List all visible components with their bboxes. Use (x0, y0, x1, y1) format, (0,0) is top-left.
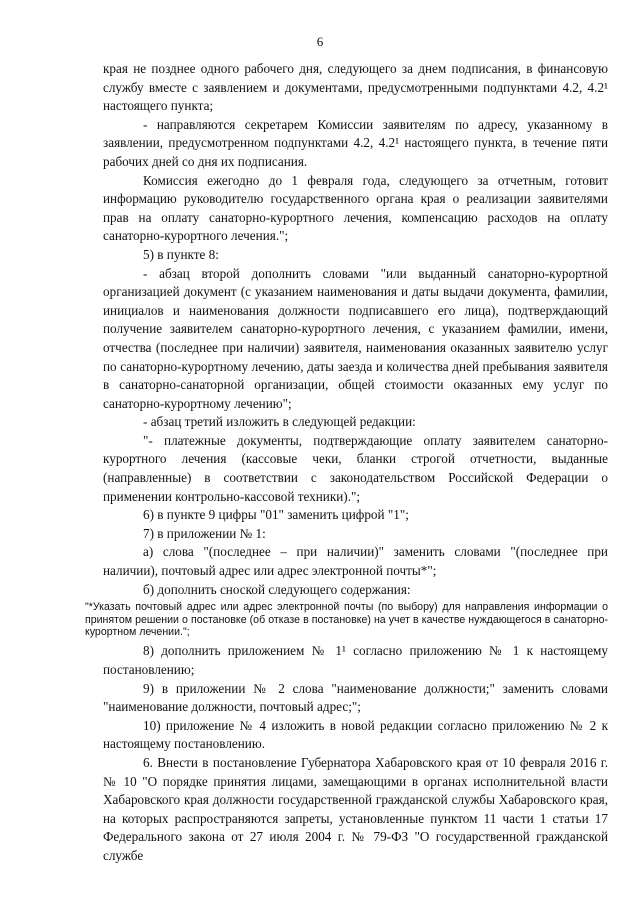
footnote-text: "*Указать почтовый адрес или адрес электронной почты (по выбору) для направления информации о принятом решении о постановке (об отказе в постановке) на учет в качестве нуждающегося в санаторно-курортном лечении."; (85, 601, 608, 639)
paragraph: - абзац третий изложить в следующей редакции: (143, 414, 416, 430)
document-body (85, 60, 608, 866)
paragraph: "- платежные документы, подтверждающие оплату заявителем санаторно-курортного лечения (кассовые чеки, бланки строгой отчетности, выданные (направленные) в соответствии с законодательством Российской Федерации о применении контрольно-кассовой техники)."; (103, 432, 608, 504)
paragraph: 6. Внести в постановление Губернатора Хабаровского края от 10 февраля 2016 г. № 10 "О порядке принятия лицами, замещающими в органах исполнительной власти Хабаровского края должности государственной гражданской службы Хабаровского края, на которых распространяются запреты, установленные пунктом 11 части 1 статьи 17 Федерального закона от 27 июля 2004 г. № 79-ФЗ "О государственной гражданской службе (103, 755, 608, 863)
paragraph: 8) дополнить приложением № 1¹ согласно приложению № 1 к настоящему постановлению; (103, 643, 608, 678)
paragraph: 6) в пункте 9 цифры "01" заменить цифрой "1"; (143, 507, 409, 523)
paragraph: б) дополнить сноской следующего содержания: (143, 581, 411, 597)
paragraph: - направляются секретарем Комиссии заявителям по адресу, указанному в заявлении, предусмотренном подпунктами 4.2, 4.2¹ настоящего пункта, в течение пяти рабочих дней со дня их подписания. (103, 116, 608, 169)
paragraph: а) слова "(последнее – при наличии)" заменить словами "(последнее при наличии), почтовый адрес или адрес электронной почты*"; (103, 544, 608, 579)
page-number: 6 (316, 34, 324, 49)
paragraph: Комиссия ежегодно до 1 февраля года, следующего за отчетным, готовит информацию руководителю государственного органа края о реализации заявителями прав на оплату санаторно-курортного лечения, компенсацию расходов на оплату санаторно-курортного лечения."; (103, 172, 608, 244)
paragraph: 7) в приложении № 1: (143, 525, 266, 541)
paragraph: - абзац второй дополнить словами "или выданный санаторно-курортной организацией документ (с указанием наименования и даты выдачи документа, фамилии, инициалов и наименования должности подписавшего его лица), подтверждающий получение заявителем санаторно-курортного лечения, с указанием фамилии, имени, отчества (последнее при наличии) заявителя, наименования оказанных заявителю услуг по санаторно-курортному лечению, даты заезда и количества дней пребывания заявителя в санаторно-санаторной организации, общей стоимости оказанных ему услуг по санаторно-курортному лечению"; (103, 265, 608, 411)
paragraph: 5) в пункте 8: (143, 246, 219, 262)
paragraph: края не позднее одного рабочего дня, следующего за днем подписания, в финансовую службу вместе с заявлением и документами, предусмотренными подпунктами 4.2, 4.2¹ настоящего пункта; (103, 61, 608, 114)
paragraph: 9) в приложении № 2 слова "наименование должности;" заменить словами "наименование должности, почтовый адрес;"; (103, 680, 608, 715)
paragraph: 10) приложение № 4 изложить в новой редакции согласно приложению № 2 к настоящему постановлению. (103, 717, 608, 752)
